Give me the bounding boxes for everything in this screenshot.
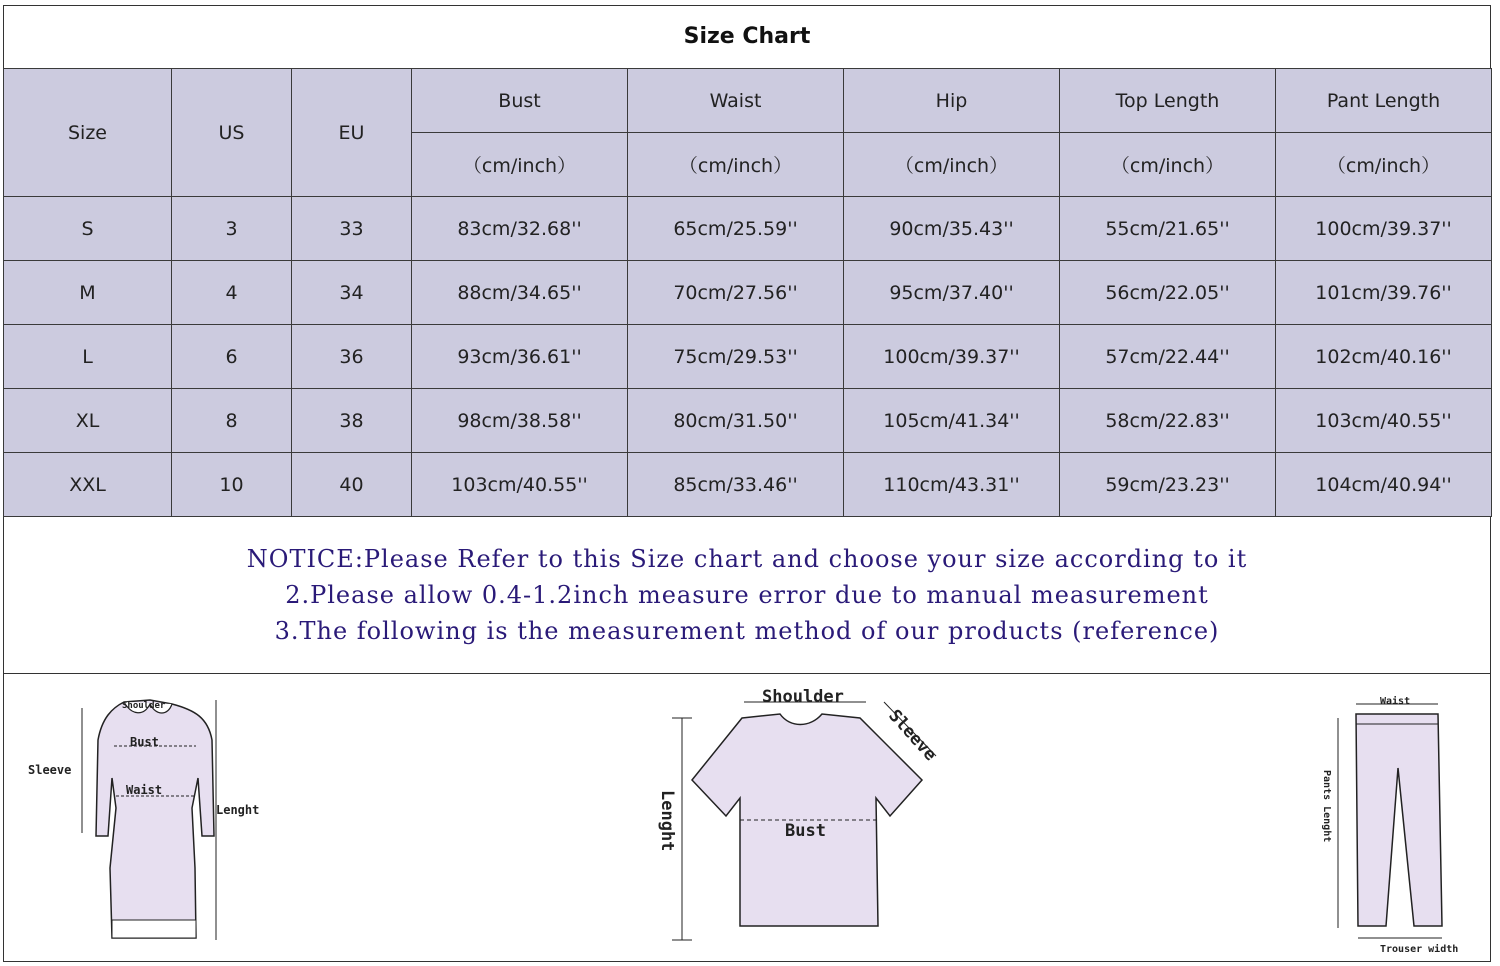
table-cell: M bbox=[4, 261, 172, 325]
header-us: US bbox=[172, 69, 292, 197]
table-cell: 98cm/38.58'' bbox=[412, 389, 628, 453]
dress-sleeve-label: Sleeve bbox=[28, 763, 72, 777]
header-eu: EU bbox=[292, 69, 412, 197]
notice-block bbox=[3, 516, 1491, 674]
tshirt-shoulder-label: Shoulder bbox=[762, 687, 844, 707]
notice-line-3: 3.The following is the measurement method of our products (reference) bbox=[274, 616, 1220, 645]
table-cell: XL bbox=[4, 389, 172, 453]
table-cell: 88cm/34.65'' bbox=[412, 261, 628, 325]
tshirt-bust-label: Bust bbox=[785, 821, 826, 841]
header-pant-length: Pant Length bbox=[1276, 69, 1492, 133]
table-cell: 59cm/23.23'' bbox=[1060, 453, 1276, 517]
table-row bbox=[4, 325, 1492, 389]
unit-bust: （cm/inch） bbox=[412, 133, 628, 197]
table-cell: 85cm/33.46'' bbox=[628, 453, 844, 517]
table-cell: 100cm/39.37'' bbox=[1276, 197, 1492, 261]
dress-hem-band bbox=[112, 920, 196, 938]
header-waist: Waist bbox=[628, 69, 844, 133]
table-cell: 6 bbox=[172, 325, 292, 389]
table-cell: L bbox=[4, 325, 172, 389]
header-top-length: Top Length bbox=[1060, 69, 1276, 133]
tshirt-length-label: Lenght bbox=[657, 790, 677, 852]
table-cell: 100cm/39.37'' bbox=[844, 325, 1060, 389]
table-cell: 90cm/35.43'' bbox=[844, 197, 1060, 261]
table-cell: 93cm/36.61'' bbox=[412, 325, 628, 389]
table-cell: 102cm/40.16'' bbox=[1276, 325, 1492, 389]
table-cell: 55cm/21.65'' bbox=[1060, 197, 1276, 261]
size-table bbox=[3, 68, 1492, 517]
table-cell: 38 bbox=[292, 389, 412, 453]
header-bust: Bust bbox=[412, 69, 628, 133]
table-row bbox=[4, 261, 1492, 325]
table-cell: 56cm/22.05'' bbox=[1060, 261, 1276, 325]
unit-hip: （cm/inch） bbox=[844, 133, 1060, 197]
table-cell: 101cm/39.76'' bbox=[1276, 261, 1492, 325]
dress-length-label: Lenght bbox=[216, 803, 260, 817]
table-cell: S bbox=[4, 197, 172, 261]
table-cell: 33 bbox=[292, 197, 412, 261]
notice-line-1: NOTICE:Please Refer to this Size chart and choose your size according to it bbox=[246, 544, 1248, 573]
table-cell: 65cm/25.59'' bbox=[628, 197, 844, 261]
dress-diagram bbox=[20, 688, 280, 953]
tshirt-diagram bbox=[640, 680, 960, 950]
table-cell: 103cm/40.55'' bbox=[412, 453, 628, 517]
table-cell: 105cm/41.34'' bbox=[844, 389, 1060, 453]
pants-shape bbox=[1356, 714, 1442, 926]
header-size: Size bbox=[4, 69, 172, 197]
pants-diagram bbox=[1310, 688, 1490, 956]
unit-pant-length: （cm/inch） bbox=[1276, 133, 1492, 197]
unit-top-length: （cm/inch） bbox=[1060, 133, 1276, 197]
chart-title: Size Chart bbox=[3, 5, 1491, 69]
table-cell: 104cm/40.94'' bbox=[1276, 453, 1492, 517]
table-cell: 80cm/31.50'' bbox=[628, 389, 844, 453]
table-row bbox=[4, 389, 1492, 453]
table-cell: 40 bbox=[292, 453, 412, 517]
table-cell: 95cm/37.40'' bbox=[844, 261, 1060, 325]
table-cell: 103cm/40.55'' bbox=[1276, 389, 1492, 453]
table-cell: 34 bbox=[292, 261, 412, 325]
table-cell: 57cm/22.44'' bbox=[1060, 325, 1276, 389]
table-cell: 8 bbox=[172, 389, 292, 453]
pants-length-label: Pants Lenght bbox=[1321, 770, 1332, 843]
table-cell: 75cm/29.53'' bbox=[628, 325, 844, 389]
dress-waist-label: Waist bbox=[126, 783, 163, 797]
table-cell: 4 bbox=[172, 261, 292, 325]
table-cell: 58cm/22.83'' bbox=[1060, 389, 1276, 453]
dress-shoulder-label: Shoulder bbox=[122, 701, 166, 711]
tshirt-sleeve-label: Sleeve bbox=[884, 705, 941, 765]
table-cell: 110cm/43.31'' bbox=[844, 453, 1060, 517]
table-cell: 3 bbox=[172, 197, 292, 261]
notice-line-2: 2.Please allow 0.4-1.2inch measure error due to manual measurement bbox=[285, 580, 1209, 609]
table-cell: 36 bbox=[292, 325, 412, 389]
dress-bust-label: Bust bbox=[130, 735, 159, 749]
table-cell: 70cm/27.56'' bbox=[628, 261, 844, 325]
table-cell: 10 bbox=[172, 453, 292, 517]
pants-width-label: Trouser width bbox=[1380, 944, 1459, 955]
table-row bbox=[4, 453, 1492, 517]
table-cell: XXL bbox=[4, 453, 172, 517]
table-row bbox=[4, 197, 1492, 261]
table-cell: 83cm/32.68'' bbox=[412, 197, 628, 261]
pants-waist-label: Waist bbox=[1380, 696, 1411, 707]
unit-waist: （cm/inch） bbox=[628, 133, 844, 197]
header-hip: Hip bbox=[844, 69, 1060, 133]
